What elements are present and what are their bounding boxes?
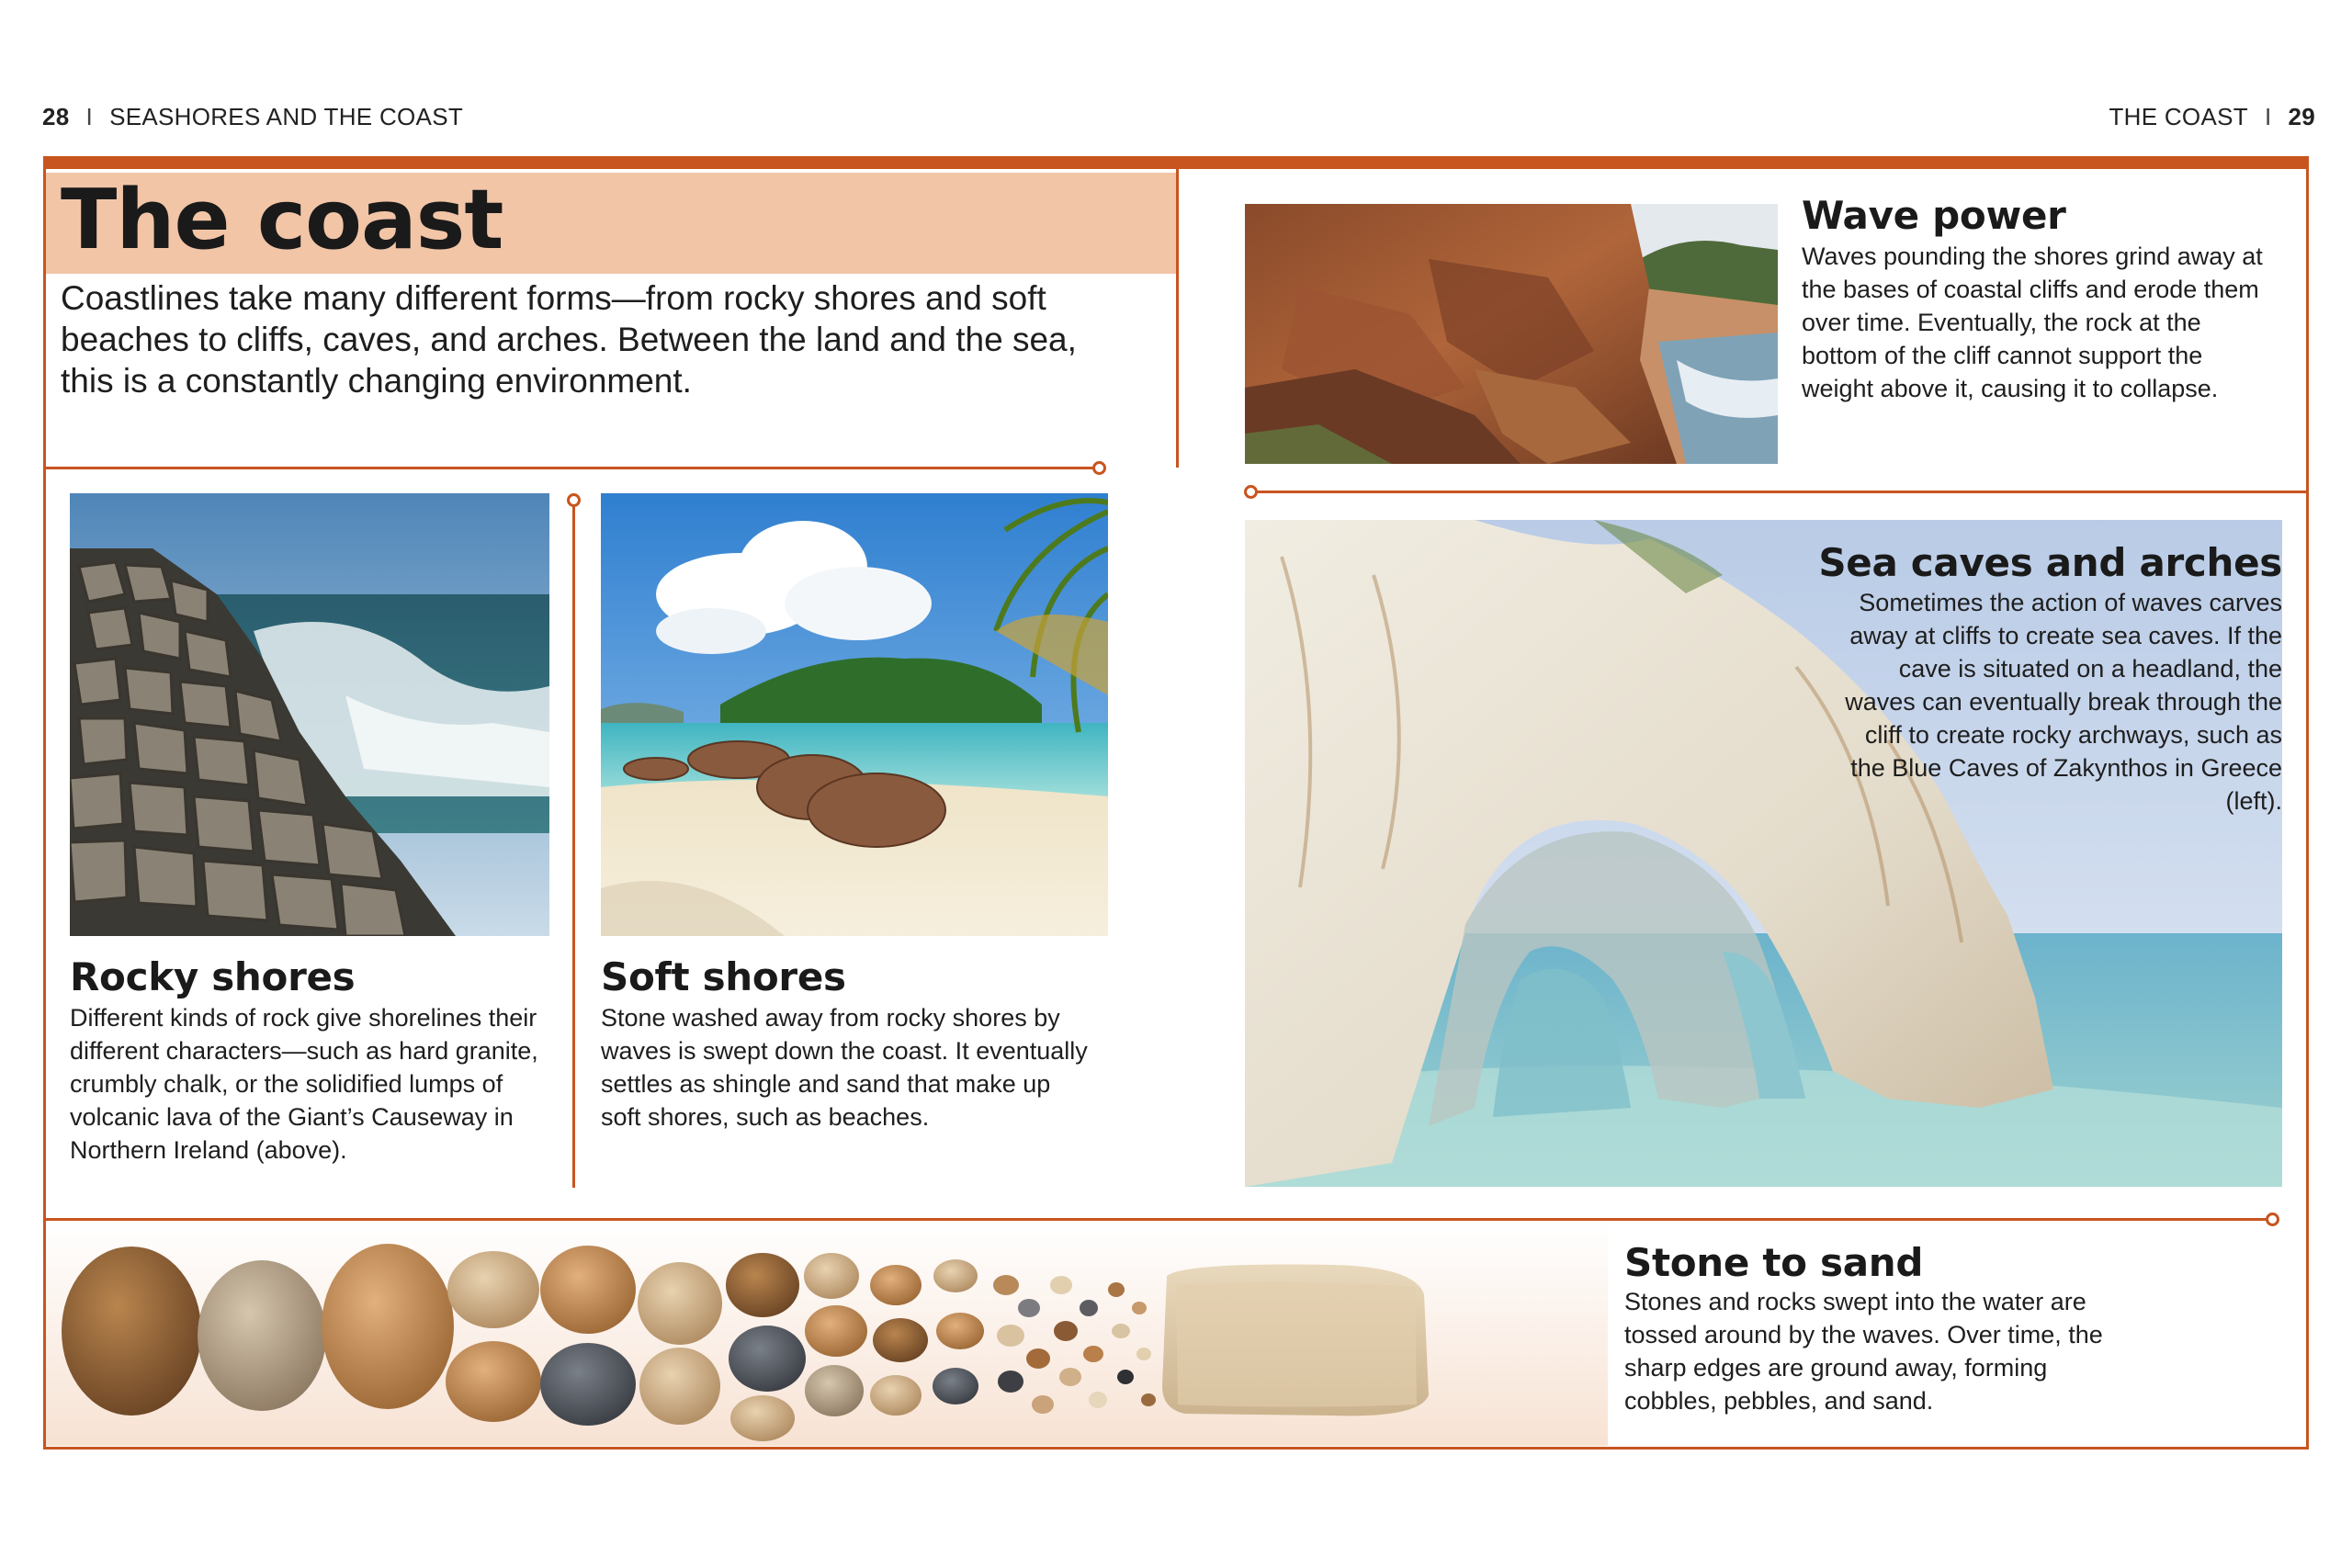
- wave-power-heading: Wave power: [1802, 193, 2066, 238]
- soft-shores-text: Stone washed away from rocky shores by waves is swept down the coast. It eventually settles as shingle and sand that make up soft shores, such as beaches.: [601, 1004, 1088, 1131]
- rocky-shores-photo: [70, 493, 549, 936]
- running-head-right: THE COAST I 29: [2109, 103, 2315, 130]
- soft-shores-photo: [601, 493, 1108, 936]
- sea-caves-text: Sometimes the action of waves carves away at cliffs to create sea caves. If the cave is situated on a headland, the waves can eventually break through the cliff to create rocky archways, such as the Blue Caves of Zakynthos in Greece (left).: [1845, 589, 2282, 815]
- page-number-left: 28: [42, 103, 70, 130]
- running-head-left: 28 I SEASHORES AND THE COAST: [42, 103, 464, 130]
- stone-to-sand-text: Stones and rocks swept into the water are tossed around by the waves. Over time, the sharp edges are ground away, forming cobbles, pebbles, and sand.: [1624, 1288, 2103, 1415]
- sea-caves-heading: Sea caves and arches: [1818, 540, 2282, 585]
- divider-vertical-shores: [572, 499, 575, 1188]
- stone-to-sand-photo: [46, 1221, 1608, 1446]
- wave-power-text: Waves pounding the shores grind away at the bases of coastal cliffs and erode them over time. Eventually, the rock at the bottom of the cliff cannot support the weight above it, causing it to collapse.: [1802, 243, 2263, 402]
- divider-dot: [567, 493, 581, 507]
- section-name-left: SEASHORES AND THE COAST: [109, 103, 464, 130]
- soft-shores-heading: Soft shores: [601, 954, 846, 999]
- divider-dot: [1092, 461, 1106, 475]
- wave-power-photo: [1245, 204, 1778, 464]
- rocky-shores-heading: Rocky shores: [70, 954, 356, 999]
- divider-dot: [2266, 1213, 2279, 1226]
- divider-under-wave: [1254, 491, 2306, 493]
- page-number-right: 29: [2288, 103, 2315, 130]
- intro-paragraph: Coastlines take many different forms—from rocky shores and soft beaches to cliffs, caves, and arches. Between the land and the sea, this is a constantly changing environment.: [61, 279, 1077, 400]
- rocky-shores-text: Different kinds of rock give shorelines their different characters—such as hard granite, crumbly chalk, or the solidified lumps of volcanic lava of the Giant’s Causeway in Northern Ireland (above).: [70, 1004, 538, 1164]
- page-title: The coast: [61, 172, 503, 268]
- divider-under-intro: [46, 467, 1096, 469]
- stone-to-sand-heading: Stone to sand: [1624, 1240, 1924, 1285]
- divider-dot: [1244, 485, 1258, 499]
- section-name-right: THE COAST: [2109, 103, 2248, 130]
- divider-title-right: [1176, 169, 1179, 468]
